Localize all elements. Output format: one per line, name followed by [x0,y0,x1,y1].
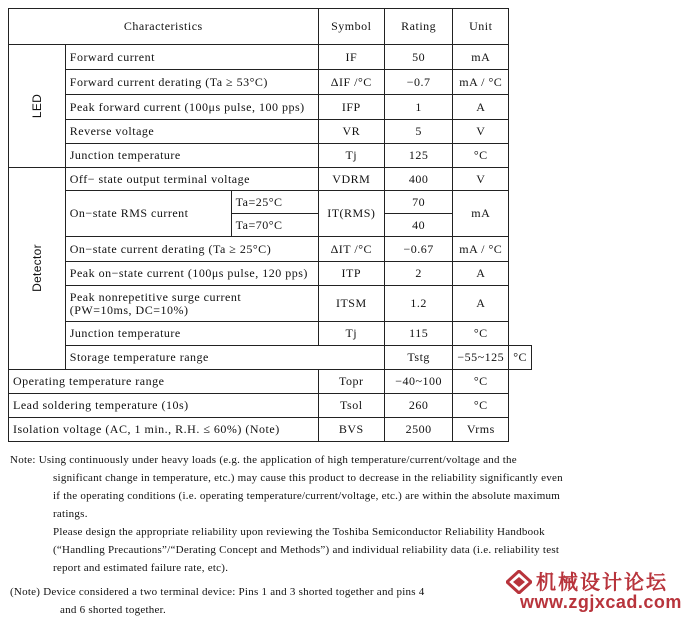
row-rating: 260 [384,394,452,418]
note-line: ratings. [53,508,88,520]
row-name: Reverse voltage [65,120,318,144]
row-unit: A [453,286,509,322]
group-label-led: LED [9,45,66,168]
row-rating: 2 [384,262,452,286]
row-rating: 70 [384,191,452,214]
table-header-row [9,9,532,45]
table-row [9,322,532,346]
row-symbol: Tj [318,322,384,346]
row-name: Junction temperature [65,322,318,346]
note-line: and 6 shorted together. [60,604,166,616]
row-name: Storage temperature range [65,346,384,370]
group-label-detector: Detector [9,168,66,370]
row-unit: A [453,95,509,120]
row-symbol: Topr [318,370,384,394]
table-row [9,418,532,442]
table-row [9,262,532,286]
row-name: Lead soldering temperature (10s) [9,394,319,418]
row-symbol: VR [318,120,384,144]
table-row [9,70,532,95]
row-name: On−state RMS current [65,191,231,237]
row-name-multiline [65,286,318,322]
row-unit: °C [453,370,509,394]
row-unit: °C [509,346,532,370]
watermark-url: www.zgjxcad.com [520,592,682,612]
row-rating: 125 [384,144,452,168]
row-symbol: BVS [318,418,384,442]
row-rating: 50 [384,45,452,70]
table-row [9,45,532,70]
row-rating: 115 [384,322,452,346]
row-rating: 5 [384,120,452,144]
row-symbol: Tj [318,144,384,168]
row-symbol: ITSM [318,286,384,322]
row-symbol: Tsol [318,394,384,418]
note-line: report and estimated failure rate, etc). [53,562,229,574]
row-unit: °C [453,144,509,168]
row-rating: −0.67 [384,237,452,262]
table-row [9,120,532,144]
note-line: significant change in temperature, etc.) may cause this product to decrease in the reliability significantly even [53,472,563,484]
note-line: (Note) Device considered a two terminal device: Pins 1 and 3 shorted together and pins 4 [10,586,425,598]
row-rating: 1.2 [384,286,452,322]
row-symbol: ΔIT /°C [318,237,384,262]
row-rating: 1 [384,95,452,120]
row-symbol: IT(RMS) [318,191,384,237]
row-name: Off− state output terminal voltage [65,168,318,191]
header-unit: Unit [453,9,509,45]
row-rating: 2500 [384,418,452,442]
table-row [9,286,532,322]
row-name: Peak forward current (100μs pulse, 100 pps) [65,95,318,120]
row-symbol: ΔIF /°C [318,70,384,95]
row-name-condition: (PW=10ms, DC=10%) [69,302,189,317]
row-rating: −55~125 [453,346,509,370]
table-row [9,95,532,120]
row-rating: 400 [384,168,452,191]
absolute-maximum-ratings-table [8,8,532,442]
row-unit: V [453,120,509,144]
table-row [9,394,532,418]
row-name: Junction temperature [65,144,318,168]
row-symbol: Tstg [384,346,452,370]
header-characteristics: Characteristics [9,9,319,45]
row-name: Isolation voltage (AC, 1 min., R.H. ≤ 60%) (Note) [9,418,319,442]
row-rating: −0.7 [384,70,452,95]
table-row [9,346,532,370]
row-rating: 40 [384,214,452,237]
note-line: (“Handling Precautions”/“Derating Concept and Methods”) and individual reliability data (i.e. reliability test [53,544,560,556]
row-unit: mA / °C [453,70,509,95]
note-line: Please design the appropriate reliability upon reviewing the Toshiba Semiconductor Reliability Handbook [53,526,545,538]
row-name: Operating temperature range [9,370,319,394]
row-unit: °C [453,394,509,418]
watermark-chinese-text: 机械设计论坛 [536,570,668,594]
row-name: Peak nonrepetitive surge current [69,289,242,304]
row-name: Forward current [65,45,318,70]
row-unit: mA / °C [453,237,509,262]
row-symbol: VDRM [318,168,384,191]
row-condition: Ta=25°C [231,191,318,214]
watermark [500,566,690,618]
row-symbol: IF [318,45,384,70]
row-unit: V [453,168,509,191]
table-row [9,237,532,262]
note-line: Note: Using continuously under heavy loads (e.g. the application of high temperature/current/voltage and the [10,454,517,466]
row-unit: °C [453,322,509,346]
header-rating: Rating [384,9,452,45]
watermark-logo-icon [506,570,532,594]
row-name: Forward current derating (Ta ≥ 53°C) [65,70,318,95]
row-symbol: ITP [318,262,384,286]
row-unit: Vrms [453,418,509,442]
row-symbol: IFP [318,95,384,120]
row-name: On−state current derating (Ta ≥ 25°C) [65,237,318,262]
table-row [9,370,532,394]
row-condition: Ta=70°C [231,214,318,237]
row-name: Peak on−state current (100μs pulse, 120 pps) [65,262,318,286]
row-unit: mA [453,191,509,237]
header-symbol: Symbol [318,9,384,45]
row-unit: A [453,262,509,286]
note-line: if the operating conditions (i.e. operating temperature/current/voltage, etc.) are within the absolute maximum [53,490,561,502]
table-row [9,144,532,168]
table-row [9,168,532,191]
row-unit: mA [453,45,509,70]
table-row [9,191,532,214]
row-rating: −40~100 [384,370,452,394]
